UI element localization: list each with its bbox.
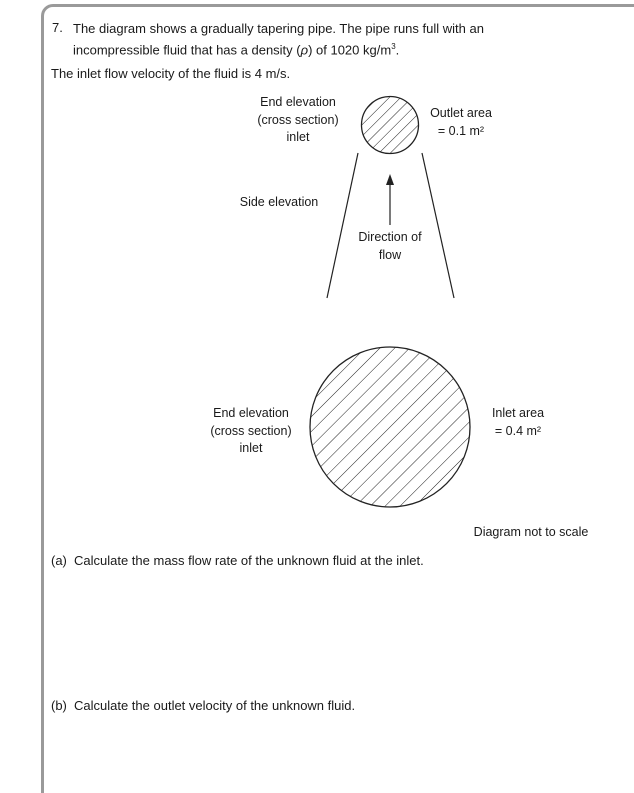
top-end-elevation-label: End elevation (cross section) inlet: [257, 95, 339, 144]
part-b: [51, 697, 355, 715]
pipe-wall-right: [422, 153, 454, 298]
intro-line-1: The diagram shows a gradually tapering pipe. The pipe runs full with an: [73, 21, 484, 36]
outlet-cross-section: [362, 97, 419, 154]
cube-superscript: 3: [391, 42, 396, 51]
inlet-cross-section: [310, 347, 470, 507]
intro-line-2-pre: incompressible fluid that has a density (: [73, 42, 301, 58]
question-number: 7.: [52, 20, 63, 35]
bottom-end-elevation-label: End elevation (cross section) inlet: [210, 406, 292, 455]
intro-line-2-post: .: [395, 42, 400, 58]
side-elevation-label: Side elevation: [239, 195, 319, 209]
inlet-velocity-text: The inlet flow velocity of the fluid is 4 m/s.: [51, 66, 291, 81]
outlet-area-label: Outlet area = 0.1 m²: [430, 106, 492, 138]
part-b-text: Calculate the outlet velocity of the unknown fluid.: [74, 698, 356, 713]
part-a-label: (a): [51, 553, 67, 568]
part-a-text: Calculate the mass flow rate of the unknown fluid at the inlet.: [74, 553, 424, 568]
intro-line-2-mid: ) of 1020 kg/m: [308, 42, 392, 58]
flow-direction-label: Direction of flow: [358, 230, 422, 262]
pipe-wall-left: [327, 153, 358, 298]
part-b-label: (b): [51, 698, 67, 713]
not-to-scale-note: Diagram not to scale: [473, 525, 589, 539]
part-a: [51, 552, 424, 570]
rho-symbol: ρ: [300, 42, 309, 58]
flow-arrow-head: [386, 174, 394, 185]
inlet-area-label: Inlet area = 0.4 m²: [491, 406, 545, 438]
